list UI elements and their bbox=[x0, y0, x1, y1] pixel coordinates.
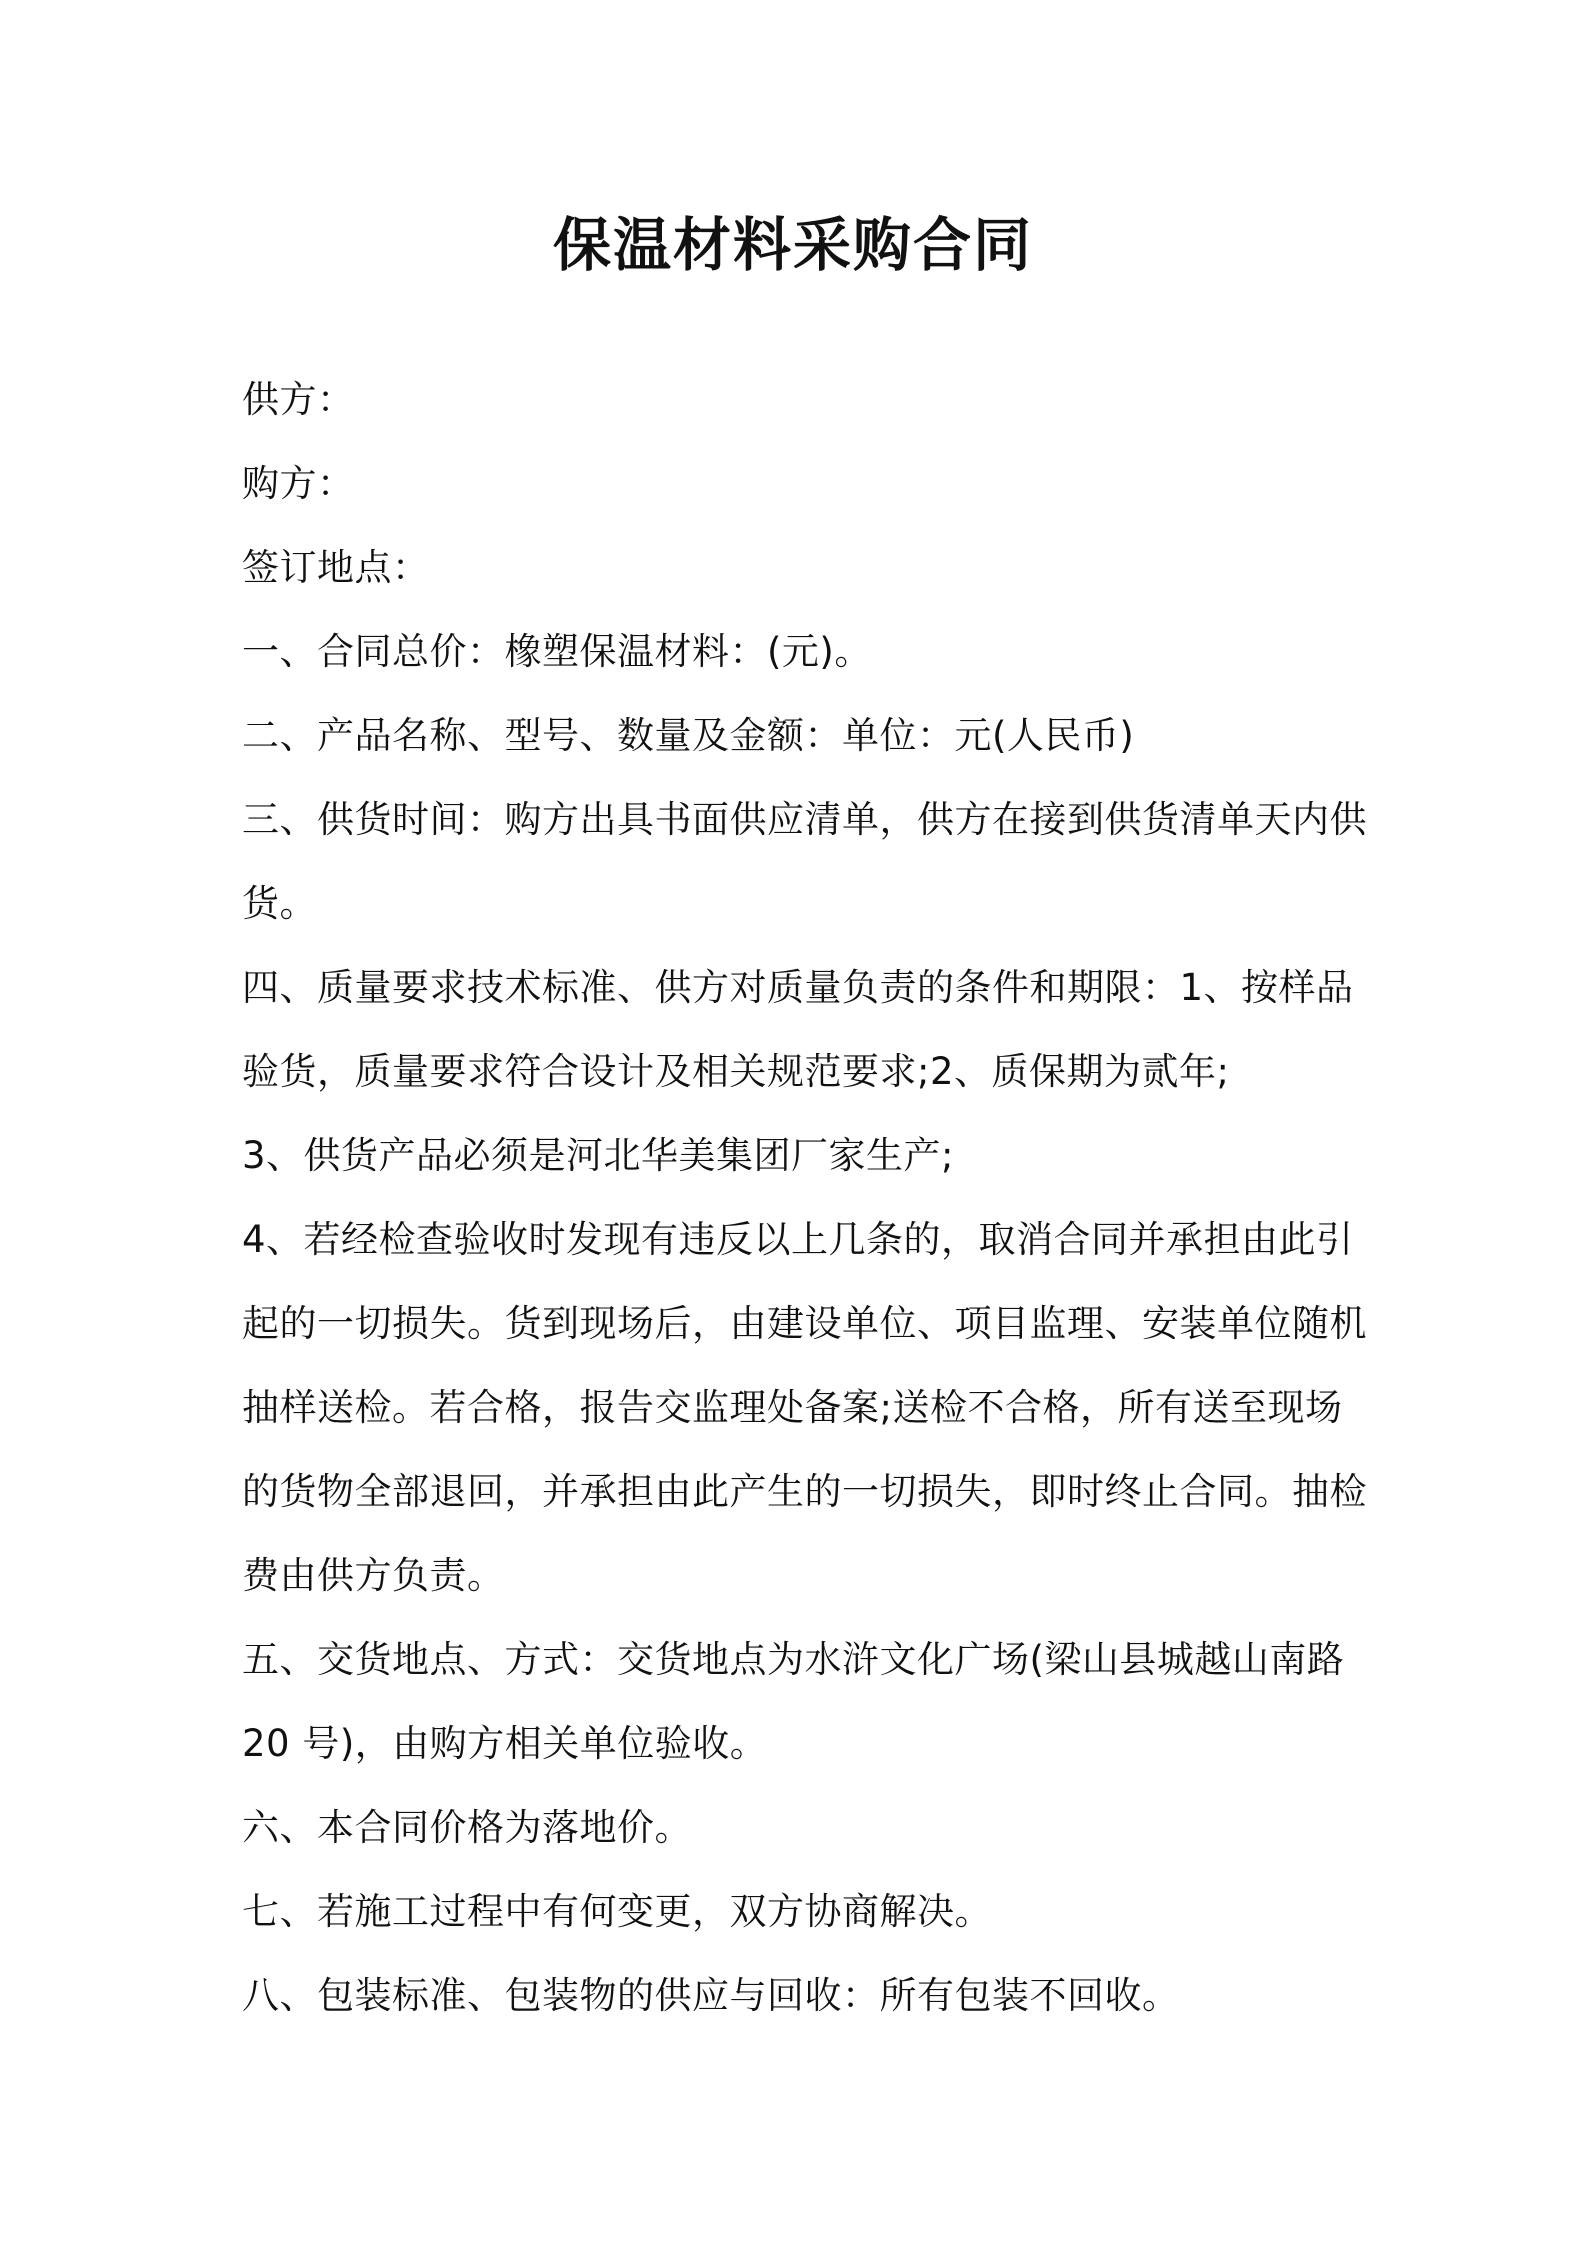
clause-6-price: 六、本合同价格为落地价。 bbox=[242, 1806, 692, 1849]
clause-4-item-4-cont-3: 的货物全部退回，并承担由此产生的一切损失，即时终止合同。抽检 bbox=[242, 1470, 1367, 1513]
signing-place-line: 签订地点： bbox=[242, 546, 430, 589]
clause-3-supply-time: 三、供货时间：购方出具书面供应清单，供方在接到供货清单天内供 bbox=[242, 798, 1367, 841]
buyer-line: 购方： bbox=[242, 462, 355, 505]
clause-4-item-4-cont-2: 抽样送检。若合格，报告交监理处备案;送检不合格，所有送至现场 bbox=[242, 1386, 1343, 1429]
supplier-line: 供方： bbox=[242, 378, 355, 421]
clause-2-product-details: 二、产品名称、型号、数量及金额：单位：元(人民币) bbox=[242, 714, 1135, 757]
document-title: 保温材料采购合同 bbox=[552, 211, 1033, 279]
clause-1-total-price: 一、合同总价：橡塑保温材料：(元)。 bbox=[242, 630, 872, 673]
clause-4-quality-cont: 验货，质量要求符合设计及相关规范要求;2、质保期为贰年; bbox=[242, 1050, 1230, 1093]
clause-4-item-4-cont-4: 费由供方负责。 bbox=[242, 1554, 505, 1597]
clause-7-changes: 七、若施工过程中有何变更，双方协商解决。 bbox=[242, 1890, 992, 1933]
clause-4-item-4-cont-1: 起的一切损失。货到现场后，由建设单位、项目监理、安装单位随机 bbox=[242, 1302, 1367, 1345]
clause-5-delivery: 五、交货地点、方式：交货地点为水浒文化广场(梁山县城越山南路 bbox=[242, 1638, 1345, 1681]
document-body bbox=[242, 358, 1367, 2038]
clause-4-item-3: 3、供货产品必须是河北华美集团厂家生产; bbox=[242, 1134, 955, 1177]
clause-3-supply-time-cont: 货。 bbox=[242, 882, 317, 925]
clause-4-item-4: 4、若经检查验收时发现有违反以上几条的，取消合同并承担由此引 bbox=[242, 1218, 1354, 1261]
clause-5-delivery-cont: 20 号)，由购方相关单位验收。 bbox=[242, 1722, 768, 1765]
clause-4-quality: 四、质量要求技术标准、供方对质量负责的条件和期限：1、按样品 bbox=[242, 966, 1354, 1009]
clause-8-packaging: 八、包装标准、包装物的供应与回收：所有包装不回收。 bbox=[242, 1974, 1180, 2017]
